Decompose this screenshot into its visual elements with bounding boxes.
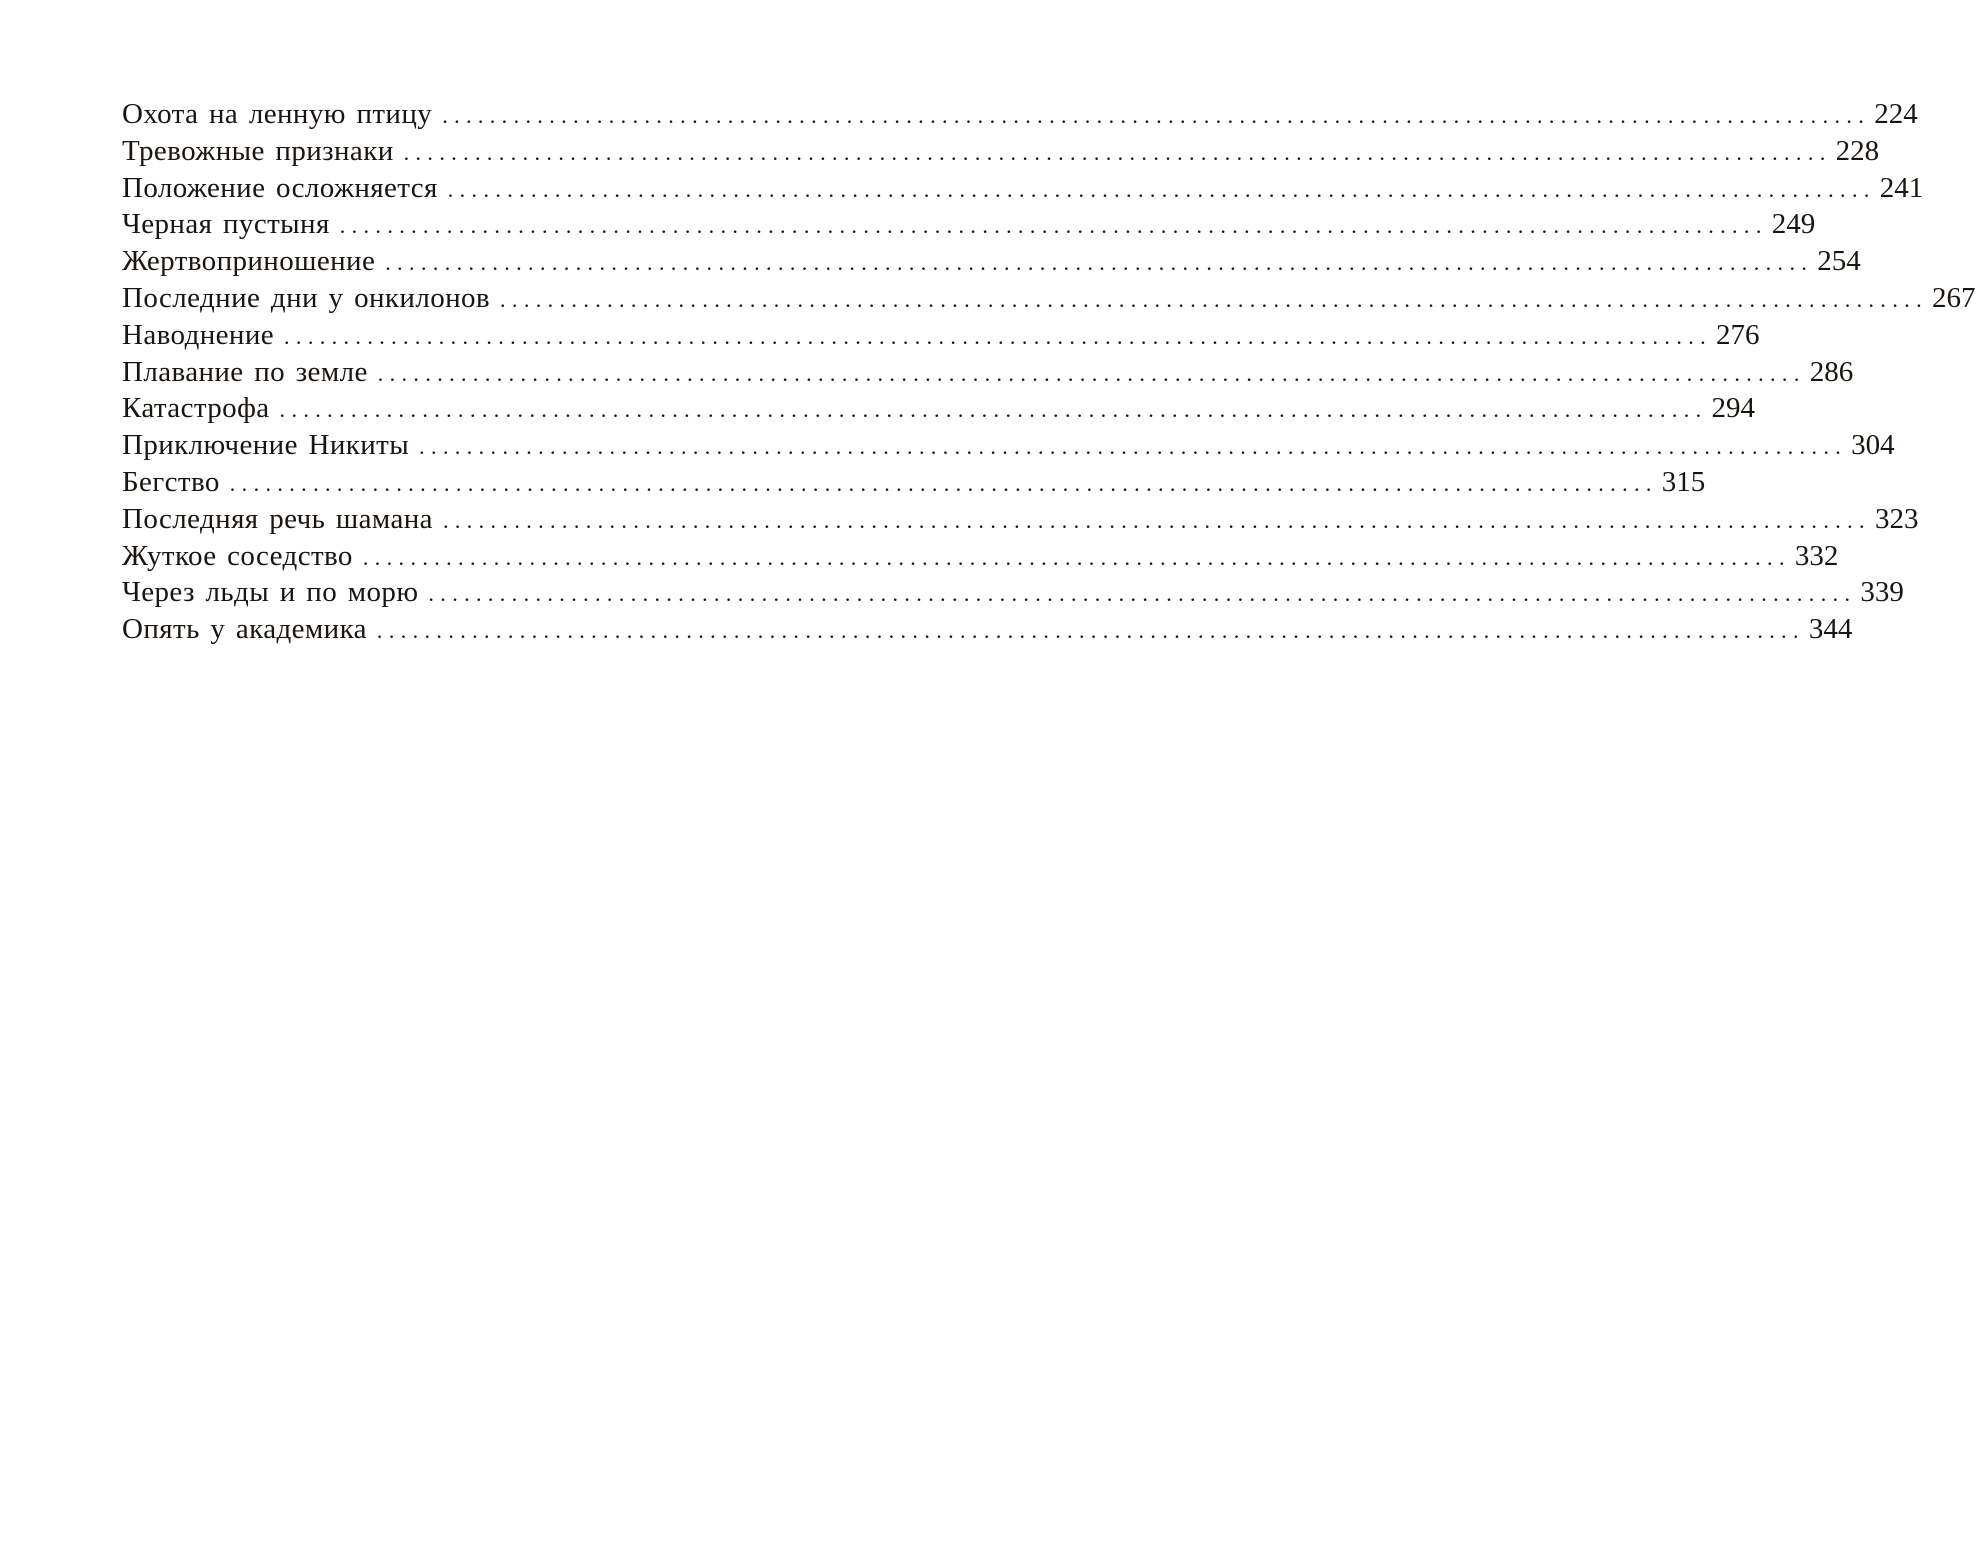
toc-entry	[122, 96, 1918, 133]
toc-entry-title: Последняя речь шамана	[122, 502, 433, 535]
toc-entry	[122, 538, 1839, 575]
toc-entry-page: 228	[1835, 134, 1880, 167]
dot-leader: ........................................................................................................................	[385, 250, 1814, 276]
toc-entry-page: 224	[1874, 98, 1918, 130]
toc-entry-title: Жертвоприношение	[122, 245, 376, 278]
toc-entry-page: 315	[1661, 465, 1706, 498]
toc-entry-title: Жуткое соседство	[122, 539, 353, 572]
dot-leader: ........................................................................................................................	[428, 581, 1857, 607]
toc-entry	[122, 243, 1861, 280]
toc-entry-title: Тревожные признаки	[122, 134, 394, 167]
dot-leader: ........................................................................................................................	[339, 213, 1768, 239]
toc-entry-page: 294	[1711, 392, 1756, 425]
dot-leader: ........................................................................................................................	[279, 397, 1708, 423]
toc-entry-title: Опять у академика	[122, 613, 367, 646]
toc-entry-title: Катастрофа	[122, 392, 270, 425]
dot-leader: ........................................................................................................................	[442, 507, 1871, 533]
toc-entry-title: Наводнение	[122, 318, 275, 351]
toc-entry-title: Приключение Никиты	[122, 429, 410, 462]
dot-leader: ........................................................................................................................	[442, 103, 1871, 128]
dot-leader: ........................................................................................................................	[229, 470, 1658, 496]
toc-entry-title: Положение осложняется	[122, 171, 438, 204]
toc-entry-page: 339	[1860, 576, 1904, 609]
toc-entry-page: 332	[1794, 539, 1839, 572]
toc-entry	[122, 354, 1854, 391]
toc-entry	[122, 317, 1760, 354]
toc-entry-page: 254	[1817, 245, 1861, 278]
toc-entry-title: Плавание по земле	[122, 355, 368, 388]
dot-leader: ........................................................................................................................	[403, 139, 1832, 165]
toc-entry-title: Черная пустыня	[122, 208, 330, 241]
toc-entry-page: 241	[1879, 171, 1924, 204]
dot-leader: ........................................................................................................................	[419, 434, 1848, 460]
toc-entry	[122, 574, 1904, 611]
dot-leader: ........................................................................................................................	[376, 618, 1805, 644]
toc-entry-title: Бегство	[122, 465, 220, 498]
toc-entry	[122, 390, 1756, 427]
toc-entry-title: Последние дни у онкилонов	[122, 281, 491, 314]
dot-leader: ........................................................................................................................	[377, 360, 1806, 386]
toc-entry	[122, 427, 1895, 464]
toc-entry	[122, 206, 1816, 243]
toc-entry-page: 304	[1851, 429, 1895, 462]
toc-entry-title: Охота на ленную птицу	[122, 98, 433, 130]
dot-leader: ........................................................................................................................	[447, 176, 1876, 202]
dot-leader: ........................................................................................................................	[500, 286, 1929, 312]
toc-entry-page: 286	[1809, 355, 1854, 388]
toc-entry-page: 276	[1716, 318, 1760, 351]
table-of-contents	[122, 96, 1976, 648]
toc-entry	[122, 501, 1919, 538]
toc-entry-page: 267	[1932, 281, 1976, 314]
toc-entry-title: Через льды и по морю	[122, 576, 419, 609]
dot-leader: ........................................................................................................................	[284, 323, 1713, 349]
toc-entry-page: 344	[1808, 613, 1853, 646]
toc-entry	[122, 133, 1880, 170]
toc-entry-page: 323	[1874, 502, 1919, 535]
toc-entry	[122, 611, 1853, 648]
toc-entry	[122, 464, 1706, 501]
toc-entry	[122, 280, 1976, 317]
toc-entry	[122, 170, 1924, 207]
toc-entry-page: 249	[1771, 208, 1816, 241]
dot-leader: ........................................................................................................................	[362, 544, 1791, 570]
